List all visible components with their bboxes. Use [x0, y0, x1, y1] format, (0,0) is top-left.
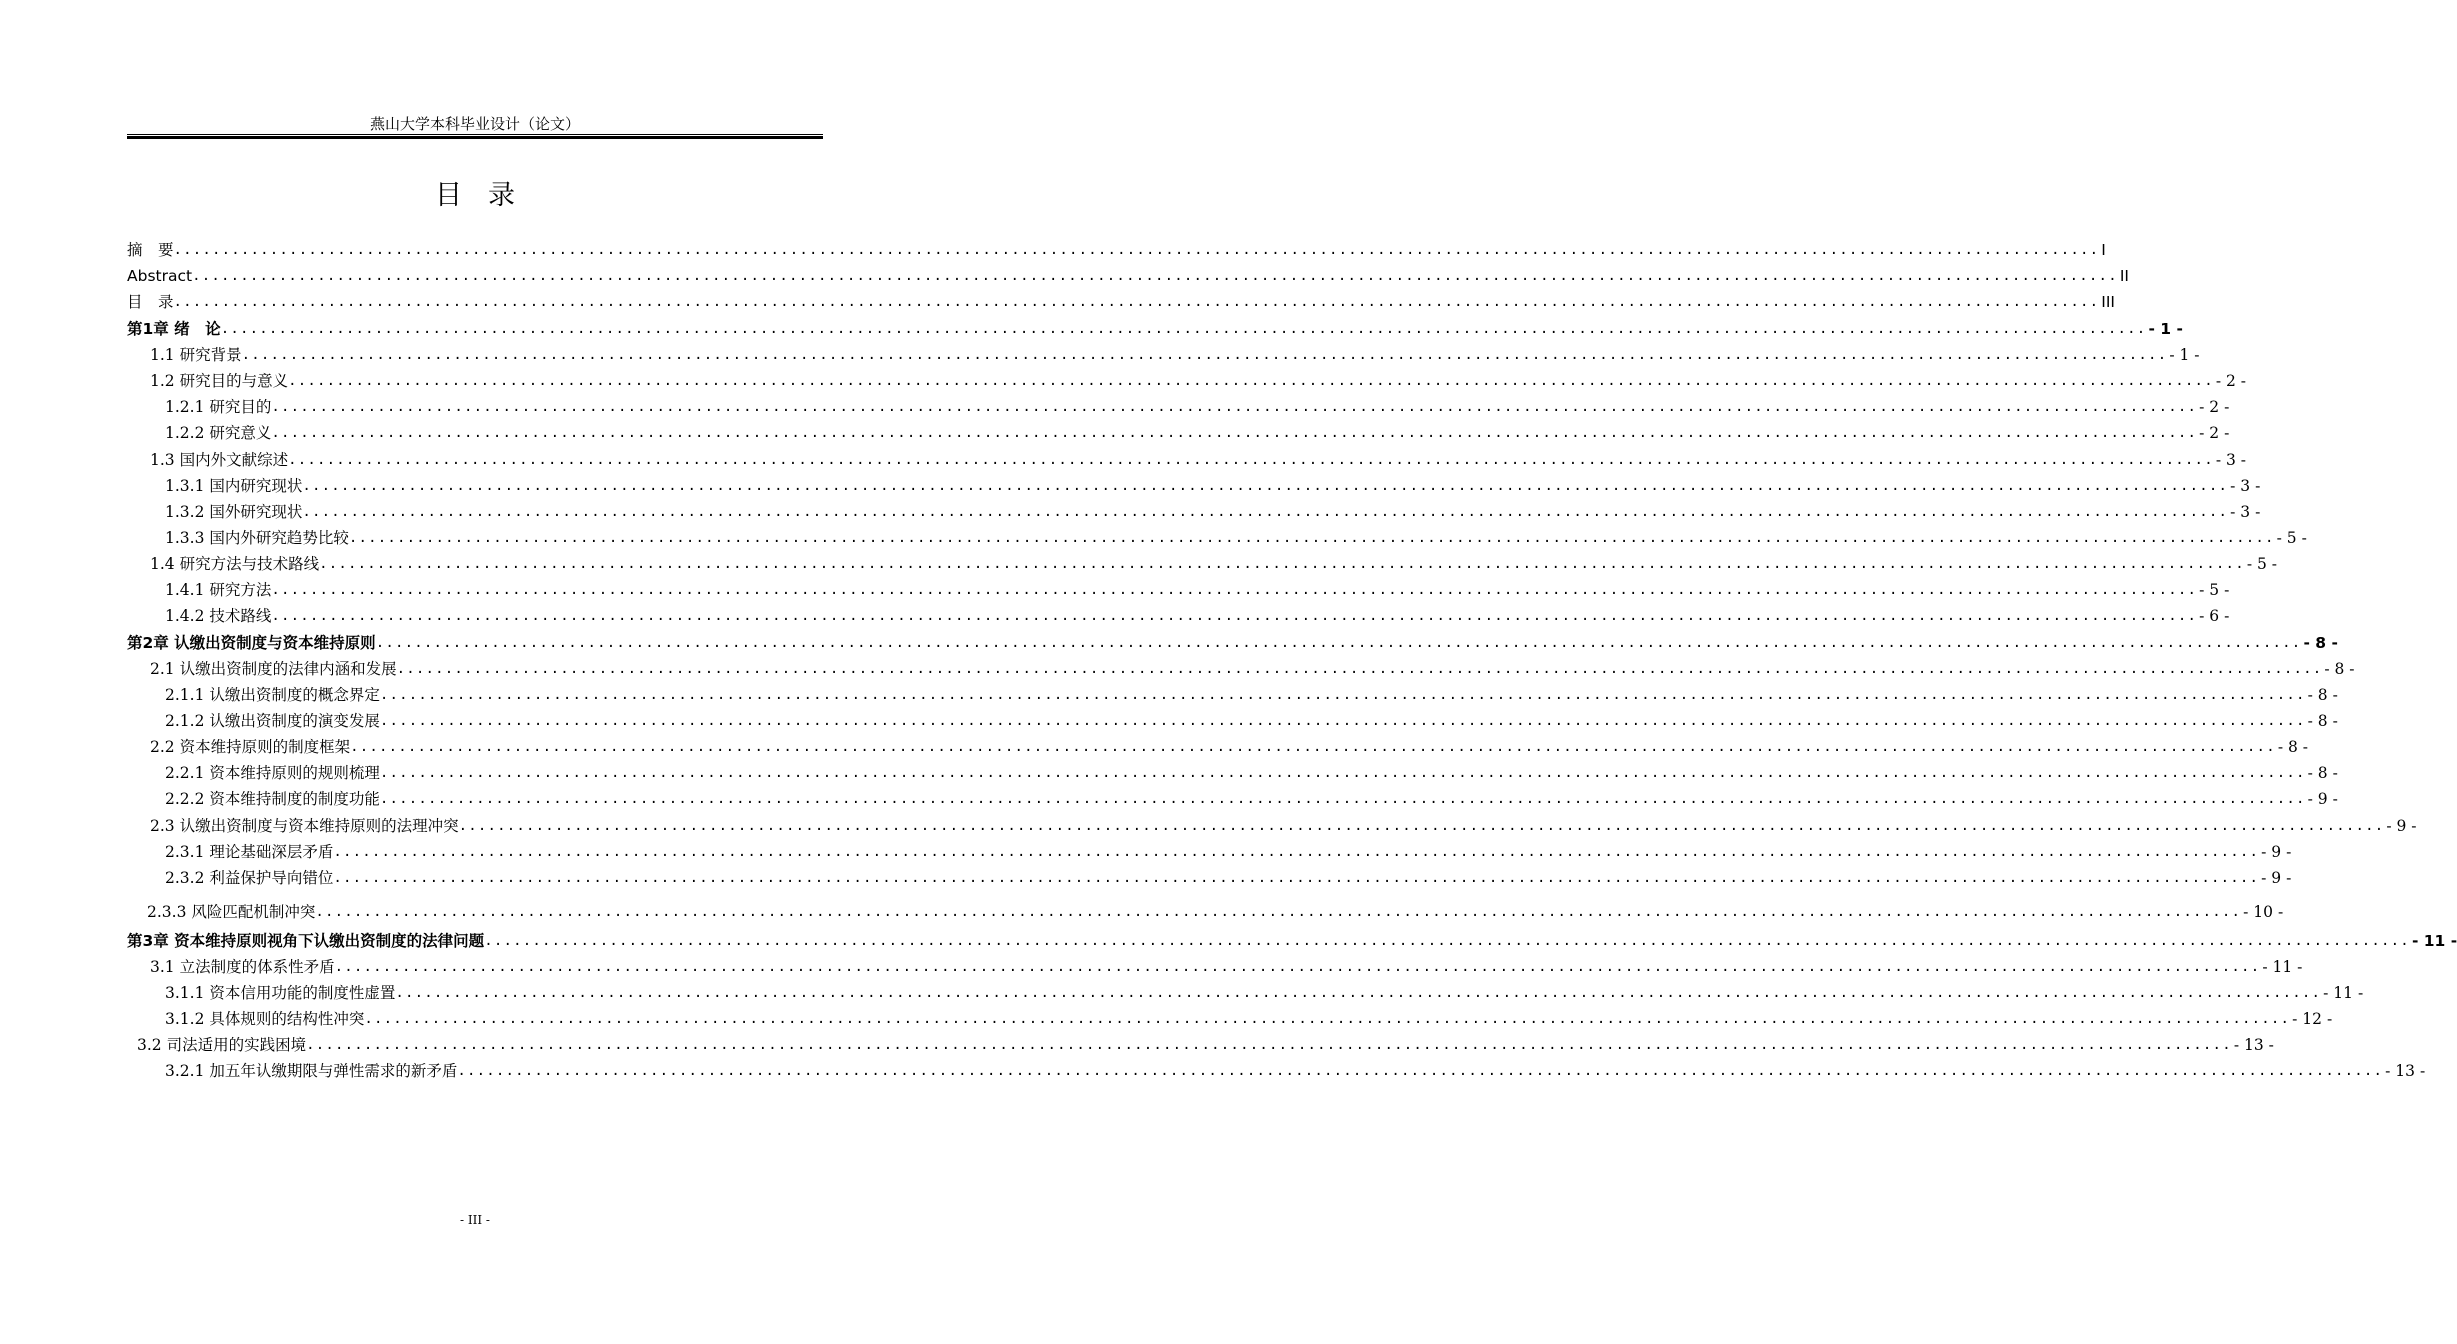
- toc-entry[interactable]: [147, 899, 2284, 925]
- toc-dot-leader: ........................................................................................................................................................................................................: [302, 478, 2229, 494]
- toc-entry-page-number: - 8 -: [2307, 686, 2338, 704]
- toc-entry-page-number: - 9 -: [2261, 843, 2292, 861]
- toc-entry-title: 3.2.1 加五年认缴期限与弹性需求的新矛盾: [165, 1062, 458, 1080]
- toc-entry-title: 1.4 研究方法与技术路线: [150, 555, 320, 573]
- toc-entry[interactable]: [165, 473, 2261, 499]
- toc-dot-leader: ........................................................................................................................................................................................................: [271, 582, 2198, 598]
- toc-entry[interactable]: [150, 954, 2303, 980]
- toc-entry-title: 2.1.2 认缴出资制度的演变发展: [165, 712, 380, 730]
- toc-entry-page-number: I: [2101, 241, 2106, 259]
- toc-entry[interactable]: [150, 813, 2417, 839]
- toc-entry-title: Abstract: [127, 267, 193, 285]
- toc-entry-title: 3.2 司法适用的实践困境: [137, 1036, 307, 1054]
- toc-dot-leader: ........................................................................................................................................................................................................: [348, 530, 2275, 546]
- toc-dot-leader: ........................................................................................................................................................................................................: [306, 1037, 2232, 1053]
- page-title: 目录: [435, 180, 541, 211]
- toc-entry[interactable]: [150, 447, 2247, 473]
- toc-dot-leader: ........................................................................................................................................................................................................: [333, 870, 2260, 886]
- toc-entry-page-number: II: [2119, 267, 2129, 285]
- toc-entry-title: 2.3.3 风险匹配机制冲突: [147, 903, 316, 921]
- toc-entry[interactable]: [127, 630, 2338, 656]
- toc-entry-page-number: - 2 -: [2215, 372, 2247, 390]
- toc-entry-page-number: - 8 -: [2277, 738, 2309, 756]
- toc-entry[interactable]: [165, 499, 2261, 525]
- toc-entry-title: 第1章 绪 论: [127, 320, 221, 338]
- toc-entry-page-number: - 5 -: [2246, 555, 2278, 573]
- toc-entry-title: 2.1.1 认缴出资制度的概念界定: [165, 686, 380, 704]
- toc-dot-leader: ........................................................................................................................................................................................................: [375, 635, 2302, 651]
- toc-entry-title: 2.2 资本维持原则的制度框架: [150, 738, 351, 756]
- toc-entry-title: 1.1 研究背景: [150, 346, 242, 364]
- toc-dot-leader: ........................................................................................................................................................................................................: [484, 933, 2410, 949]
- toc-entry-title: 2.3.1 理论基础深层矛盾: [165, 843, 334, 861]
- toc-entry[interactable]: [137, 1032, 2274, 1058]
- header-rule-thick: [127, 136, 823, 139]
- toc-entry[interactable]: [127, 237, 2106, 263]
- toc-entry-page-number: - 8 -: [2307, 712, 2338, 730]
- toc-entry[interactable]: [150, 551, 2278, 577]
- toc-entry-title: 1.3.1 国内研究现状: [165, 477, 303, 495]
- toc-entry-title: 3.1 立法制度的体系性矛盾: [150, 958, 335, 976]
- toc-dot-leader: ........................................................................................................................................................................................................: [220, 321, 2147, 337]
- toc-entry-page-number: - 5 -: [2199, 581, 2230, 599]
- toc-dot-leader: ........................................................................................................................................................................................................: [302, 504, 2229, 520]
- toc-entry[interactable]: [165, 603, 2230, 629]
- toc-entry[interactable]: [165, 708, 2338, 734]
- toc-entry-title: 1.3.2 国外研究现状: [165, 503, 303, 521]
- toc-entry-title: 1.2 研究目的与意义: [150, 372, 289, 390]
- toc-entry-title: 第2章 认缴出资制度与资本维持原则: [127, 634, 376, 652]
- toc-entry[interactable]: [127, 928, 2457, 954]
- toc-entry-page-number: - 3 -: [2215, 451, 2247, 469]
- toc-dot-leader: ........................................................................................................................................................................................................: [457, 1063, 2384, 1079]
- toc-entry-page-number: - 1 -: [2148, 320, 2183, 338]
- toc-entry-page-number: - 2 -: [2199, 398, 2230, 416]
- toc-entry-title: 第3章 资本维持原则视角下认缴出资制度的法律问题: [127, 932, 485, 950]
- toc-entry[interactable]: [165, 980, 2364, 1006]
- toc-entry[interactable]: [165, 577, 2230, 603]
- toc-dot-leader: ........................................................................................................................................................................................................: [350, 739, 2276, 755]
- toc-entry-title: 1.3 国内外文献综述: [150, 451, 289, 469]
- toc-entry[interactable]: [127, 316, 2183, 342]
- toc-entry[interactable]: [165, 1006, 2333, 1032]
- page-number-footer: - III -: [460, 1213, 490, 1227]
- toc-entry-page-number: - 10 -: [2243, 903, 2284, 921]
- toc-entry-page-number: III: [2101, 293, 2115, 311]
- toc-dot-leader: ........................................................................................................................................................................................................: [319, 556, 2245, 572]
- toc-entry-title: 2.2.2 资本维持制度的制度功能: [165, 790, 380, 808]
- toc-entry-page-number: - 11 -: [2323, 984, 2364, 1002]
- toc-dot-leader: ........................................................................................................................................................................................................: [379, 687, 2306, 703]
- toc-entry-page-number: - 8 -: [2303, 634, 2338, 652]
- toc-entry-page-number: - 11 -: [2262, 958, 2303, 976]
- toc-entry[interactable]: [165, 839, 2292, 865]
- toc-entry[interactable]: [165, 865, 2292, 891]
- toc-entry[interactable]: [150, 656, 2355, 682]
- toc-entry-page-number: - 9 -: [2307, 790, 2338, 808]
- toc-entry[interactable]: [165, 525, 2307, 551]
- toc-entry-title: 1.3.3 国内外研究趋势比较: [165, 529, 349, 547]
- toc-entry-page-number: - 13 -: [2385, 1062, 2426, 1080]
- toc-dot-leader: ........................................................................................................................................................................................................: [173, 294, 2100, 310]
- toc-entry-page-number: - 8 -: [2324, 660, 2355, 678]
- toc-entry[interactable]: [127, 263, 2129, 289]
- toc-entry-title: 2.2.1 资本维持原则的规则梳理: [165, 764, 380, 782]
- toc-dot-leader: ........................................................................................................................................................................................................: [271, 608, 2198, 624]
- toc-dot-leader: ........................................................................................................................................................................................................: [192, 268, 2118, 284]
- toc-entry-page-number: - 13 -: [2233, 1036, 2274, 1054]
- toc-entry-title: 1.4.2 技术路线: [165, 607, 272, 625]
- toc-dot-leader: ........................................................................................................................................................................................................: [315, 904, 2242, 920]
- toc-dot-leader: ........................................................................................................................................................................................................: [396, 661, 2323, 677]
- toc-dot-leader: ........................................................................................................................................................................................................: [173, 242, 2100, 258]
- toc-dot-leader: ........................................................................................................................................................................................................: [333, 844, 2260, 860]
- toc-dot-leader: ........................................................................................................................................................................................................: [379, 765, 2306, 781]
- toc-entry-title: 2.3.2 利益保护导向错位: [165, 869, 334, 887]
- toc-dot-leader: ........................................................................................................................................................................................................: [364, 1011, 2291, 1027]
- toc-entry-title: 3.1.1 资本信用功能的制度性虚置: [165, 984, 396, 1002]
- toc-entry[interactable]: [165, 682, 2338, 708]
- toc-entry-title: 2.1 认缴出资制度的法律内涵和发展: [150, 660, 397, 678]
- toc-entry-page-number: - 3 -: [2230, 503, 2261, 521]
- toc-entry[interactable]: [150, 368, 2247, 394]
- toc-entry-page-number: - 3 -: [2230, 477, 2261, 495]
- toc-entry[interactable]: [150, 342, 2200, 368]
- toc-dot-leader: ........................................................................................................................................................................................................: [458, 818, 2385, 834]
- toc-entry-title: 1.2.2 研究意义: [165, 424, 272, 442]
- toc-entry[interactable]: [165, 760, 2338, 786]
- toc-entry-title: 1.4.1 研究方法: [165, 581, 272, 599]
- toc-entry-title: 目 录: [127, 293, 174, 311]
- toc-entry[interactable]: [165, 394, 2230, 420]
- toc-dot-leader: ........................................................................................................................................................................................................: [271, 425, 2198, 441]
- toc-dot-leader: ........................................................................................................................................................................................................: [241, 347, 2168, 363]
- toc-dot-leader: ........................................................................................................................................................................................................: [271, 399, 2198, 415]
- running-header: 燕山大学本科毕业设计（论文）: [369, 115, 580, 133]
- toc-entry-page-number: - 6 -: [2199, 607, 2230, 625]
- toc-dot-leader: ........................................................................................................................................................................................................: [334, 959, 2261, 975]
- toc-entry[interactable]: [165, 786, 2338, 812]
- toc-dot-leader: ........................................................................................................................................................................................................: [288, 373, 2214, 389]
- toc-entry-title: 摘 要: [127, 241, 174, 259]
- toc-entry-page-number: - 12 -: [2292, 1010, 2333, 1028]
- toc-entry-page-number: - 9 -: [2261, 869, 2292, 887]
- toc-entry-title: 3.1.2 具体规则的结构性冲突: [165, 1010, 365, 1028]
- toc-dot-leader: ........................................................................................................................................................................................................: [379, 713, 2306, 729]
- toc-entry-title: 1.2.1 研究目的: [165, 398, 272, 416]
- toc-entry-page-number: - 2 -: [2199, 424, 2230, 442]
- toc-entry-page-number: - 1 -: [2169, 346, 2200, 364]
- toc-entry-page-number: - 8 -: [2307, 764, 2338, 782]
- toc-entry-title: 2.3 认缴出资制度与资本维持原则的法理冲突: [150, 817, 459, 835]
- toc-dot-leader: ........................................................................................................................................................................................................: [288, 452, 2214, 468]
- toc-entry[interactable]: [150, 734, 2309, 760]
- toc-entry[interactable]: [127, 289, 2115, 315]
- toc-entry[interactable]: [165, 420, 2230, 446]
- toc-dot-leader: ........................................................................................................................................................................................................: [379, 791, 2306, 807]
- toc-entry-page-number: - 9 -: [2386, 817, 2417, 835]
- toc-entry[interactable]: [165, 1058, 2426, 1084]
- toc-entry-page-number: - 5 -: [2276, 529, 2307, 547]
- header-rule-thin: [127, 134, 823, 135]
- toc-entry-page-number: - 11 -: [2411, 932, 2457, 950]
- toc-dot-leader: ........................................................................................................................................................................................................: [395, 985, 2322, 1001]
